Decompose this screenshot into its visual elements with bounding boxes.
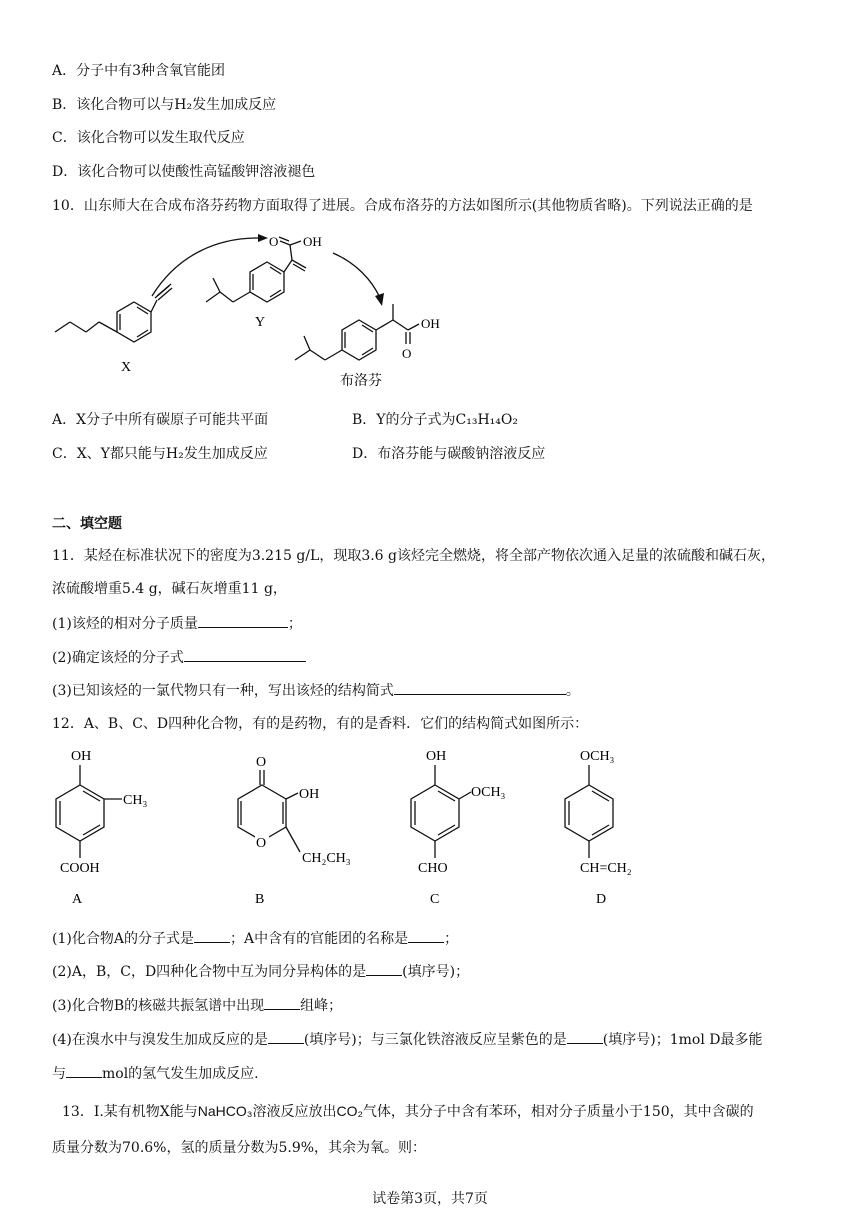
arrow-y-to-product xyxy=(333,253,380,298)
structure-d xyxy=(565,765,613,858)
structure-a xyxy=(56,765,122,858)
b-label: B xyxy=(255,892,265,907)
answer-blank[interactable] xyxy=(66,1063,102,1078)
q12-part3-end: 组峰； xyxy=(300,998,343,1014)
q12-part3-text: (3)化合物B的核磁共振氢谱中出现 xyxy=(52,998,265,1014)
b-oh: OH xyxy=(299,787,320,802)
label-y: Y xyxy=(255,315,266,330)
answer-blank[interactable] xyxy=(184,647,306,662)
c-cho: CHO xyxy=(418,861,448,876)
q9-option-d: D．该化合物可以使酸性高锰酸钾溶液褪色 xyxy=(52,164,316,180)
q12-part2-end: (填序号)； xyxy=(402,964,470,980)
q11-part3-end: 。 xyxy=(565,683,580,699)
q12-part4-text3: (填序号)；1mol D最多能 xyxy=(602,1032,763,1048)
q9-option-c: C．该化合物可以发生取代反应 xyxy=(52,130,245,146)
q11-line1: 11．某烃在标准状况下的密度为3.215 g/L，现取3.6 g该烃完全燃烧，将全部产物依次通入足量的浓硫酸和碱石灰， xyxy=(52,548,775,564)
q11-part2-text: (2)确定该烃的分子式 xyxy=(52,650,184,666)
q13-nahco3: NaHCO₃ xyxy=(197,1103,253,1119)
d-vinyl: CH=CH₂ xyxy=(580,861,632,876)
q12-part1-text: (1)化合物A的分子式是 xyxy=(52,931,194,947)
structure-c xyxy=(411,765,471,858)
q12-part1-text2: ；A中含有的官能团的名称是 xyxy=(229,931,409,947)
b-ethyl: CH₂CH₃ xyxy=(302,851,351,866)
answer-blank[interactable] xyxy=(408,928,444,943)
q11-part1-end: ； xyxy=(287,616,302,632)
q10-option-b: B．Y的分子式为C₁₃H₁₄O₂ xyxy=(352,412,518,428)
d-label: D xyxy=(596,892,607,907)
q9-option-b: B．该化合物可以与H₂发生加成反应 xyxy=(52,97,277,113)
q12-part4-text4: 与 xyxy=(52,1066,66,1082)
q12-part2-text: (2)A，B，C，D四种化合物中互为同分异构体的是 xyxy=(52,964,367,980)
page-footer: 试卷第3页，共7页 xyxy=(372,1191,488,1207)
answer-blank[interactable] xyxy=(567,1029,603,1044)
q11-line2: 浓硫酸增重5.4 g，碱石灰增重11 g， xyxy=(52,581,287,597)
q11-part1-text: (1)该烃的相对分子质量 xyxy=(52,616,198,632)
y-o: O xyxy=(269,234,279,249)
q9-option-a: A．分子中有3种含氧官能团 xyxy=(52,63,226,79)
a-oh: OH xyxy=(71,749,92,764)
answer-blank[interactable] xyxy=(394,680,566,695)
q10-option-a: A．X分子中所有碳原子可能共平面 xyxy=(52,412,269,428)
answer-blank[interactable] xyxy=(264,995,300,1010)
d-och3: OCH₃ xyxy=(580,749,615,764)
q12-part4-text: (4)在溴水中与溴发生加成反应的是 xyxy=(52,1032,268,1048)
q10-option-d: D．布洛芬能与碳酸钠溶液反应 xyxy=(352,446,546,462)
q12-part3 xyxy=(52,995,342,1016)
y-oh: OH xyxy=(303,234,322,249)
answer-blank[interactable] xyxy=(198,613,288,628)
b-o-ring: O xyxy=(256,836,267,851)
c-oh: OH xyxy=(426,749,447,764)
section-title: 二、填空题 xyxy=(52,516,122,532)
label-x: X xyxy=(121,360,132,375)
q12-part4-end: mol的氢气发生加成反应. xyxy=(102,1066,259,1082)
b-o-top: O xyxy=(256,755,267,770)
q13-line1 xyxy=(62,1101,754,1122)
molecule-ibuprofen xyxy=(295,304,419,360)
q12-stem: 12．A、B、C、D四种化合物，有的是药物，有的是香料．它们的结构简式如图所示： xyxy=(52,716,589,732)
product-oh: OH xyxy=(421,316,440,331)
q11-part1 xyxy=(52,613,302,634)
molecule-y xyxy=(206,237,306,302)
q13-text1: 13．Ⅰ.某有机物X能与 xyxy=(62,1104,198,1120)
label-ibuprofen: 布洛芬 xyxy=(340,374,382,389)
answer-blank[interactable] xyxy=(268,1029,304,1044)
q12-part1 xyxy=(52,928,458,949)
a-cooh: COOH xyxy=(60,861,100,876)
q12-part4-cont xyxy=(52,1063,259,1084)
q12-part2 xyxy=(52,961,469,982)
q12-structures xyxy=(0,740,860,910)
c-label: C xyxy=(430,892,440,907)
q13-text3: 气体，其分子中含有苯环，相对分子质量小于150，其中含碳的 xyxy=(362,1104,754,1120)
c-och3: OCH₃ xyxy=(471,785,506,800)
q12-part1-end: ； xyxy=(444,931,459,947)
q13-co2: CO₂ xyxy=(336,1103,363,1119)
q10-synthesis-diagram xyxy=(0,0,860,400)
answer-blank[interactable] xyxy=(366,961,402,976)
q13-line2: 质量分数为70.6%，氢的质量分数为5.9%，其余为氧。则： xyxy=(52,1140,427,1156)
q11-part3-text: (3)已知该烃的一氯代物只有一种，写出该烃的结构简式 xyxy=(52,683,394,699)
q12-part4 xyxy=(52,1029,762,1050)
answer-blank[interactable] xyxy=(194,928,230,943)
q13-text2: 溶液反应放出 xyxy=(252,1104,337,1120)
a-ch3: CH₃ xyxy=(123,793,148,808)
product-o: O xyxy=(402,346,412,361)
q10-option-c: C．X、Y都只能与H₂发生加成反应 xyxy=(52,446,268,462)
q12-part4-text2: (填序号)；与三氯化铁溶液反应呈紫色的是 xyxy=(303,1032,567,1048)
q10-stem: 10．山东师大在合成布洛芬药物方面取得了进展。合成布洛芬的方法如图所示(其他物质省略)。下列说法正确的是 xyxy=(52,198,753,214)
a-label: A xyxy=(72,892,83,907)
q11-part2 xyxy=(52,647,306,668)
q11-part3 xyxy=(52,680,580,701)
